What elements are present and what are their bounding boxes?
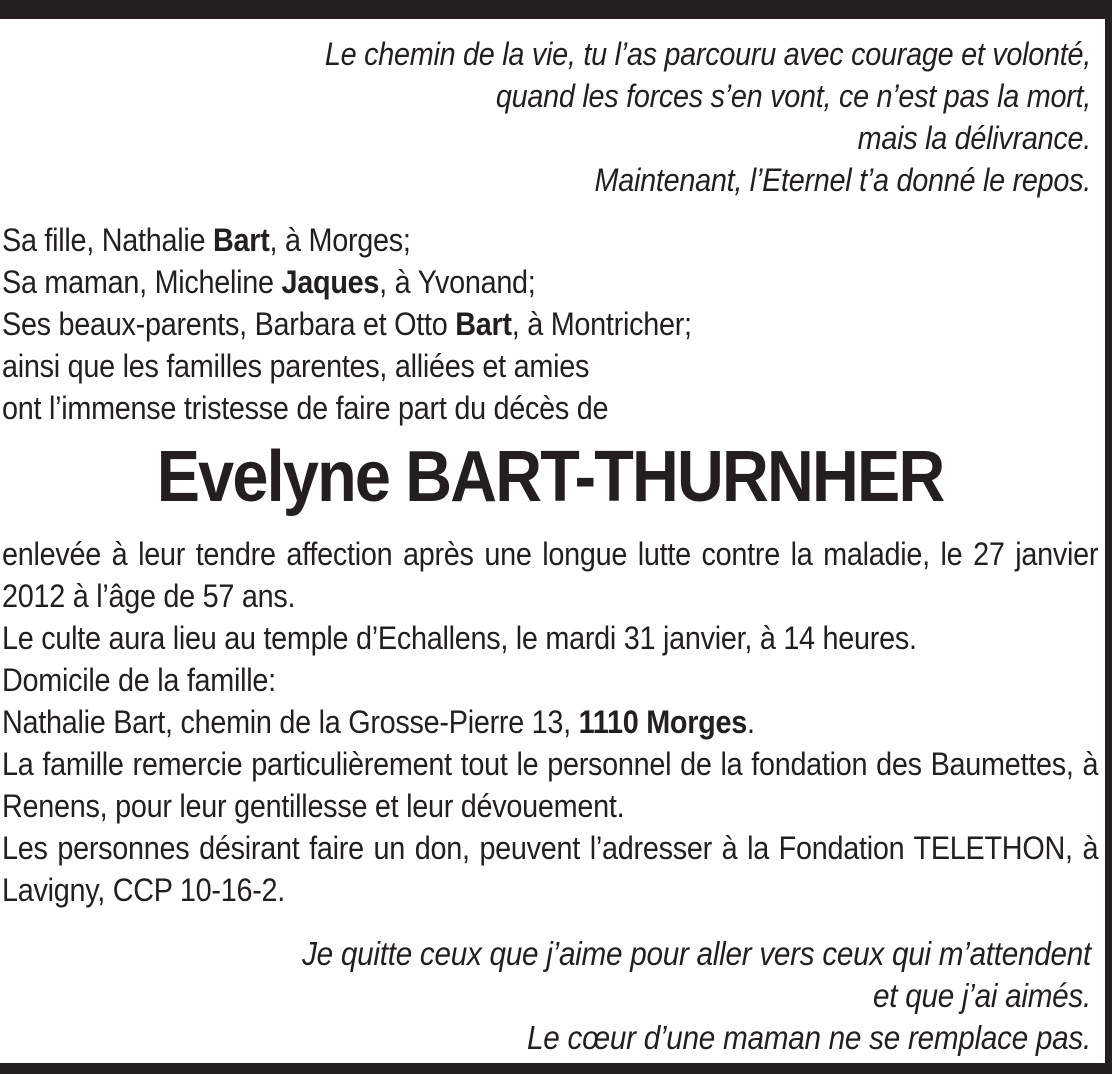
text-line [2, 933, 1091, 975]
text-line [2, 117, 1091, 159]
notice-content [2, 19, 1098, 1059]
text-line [2, 743, 1098, 827]
text-line [2, 219, 1098, 261]
text-segment: Nathalie Bart, chemin de la Grosse-Pierre 13, [2, 704, 579, 740]
text-segment: Le culte aura lieu au temple d’Echallens, le mardi 31 janvier, à 14 heures. [2, 620, 917, 656]
text-segment: Sa maman, Micheline [2, 264, 282, 300]
text-segment: , à Morges; [269, 222, 411, 258]
closing-quote [2, 933, 1098, 1059]
text-line [2, 345, 1098, 387]
text-segment: ont l’immense tristesse de faire part du décès de [2, 390, 609, 426]
bold-text-segment: Bart [455, 306, 512, 342]
text-line [2, 387, 1098, 429]
top-border-bar [0, 0, 1112, 19]
family-list [2, 219, 1098, 429]
text-segment: ainsi que les familles parentes, alliées et amies [2, 348, 590, 384]
text-line [2, 261, 1098, 303]
deceased-name: Evelyne BART-THURNHER [156, 437, 944, 517]
text-line [2, 617, 1098, 659]
text-segment: Domicile de la famille: [2, 662, 276, 698]
text-segment: Maintenant, l’Eternel t’a donné le repos. [594, 162, 1091, 198]
text-line [2, 827, 1098, 911]
announcement-body [2, 533, 1098, 911]
text-segment: enlevée à leur tendre affection après une longue lutte contre la maladie, le 27 janvier 2012 à l’âge de 57 ans. [2, 536, 1099, 614]
text-line [2, 533, 1098, 617]
text-segment: Ses beaux-parents, Barbara et Otto [2, 306, 456, 342]
text-segment: La famille remercie particulièrement tout le personnel de la fondation des Baumettes, à Renens, pour leur gentillesse et leur dévouement. [2, 746, 1099, 824]
text-segment: , à Yvonand; [379, 264, 536, 300]
text-segment: quand les forces s’en vont, ce n’est pas la mort, [495, 78, 1092, 114]
right-border-bar [1105, 0, 1112, 1074]
text-segment: Les personnes désirant faire un don, peuvent l’adresser à la Fondation TELETHON, à Lavigny, CCP 10-16-2. [2, 830, 1099, 908]
bold-text-segment: 1110 Morges [578, 704, 747, 740]
text-line [2, 303, 1098, 345]
text-line [2, 159, 1091, 201]
text-segment: Le cœur d’une maman ne se remplace pas. [527, 1019, 1091, 1056]
bold-text-segment: Jaques [281, 264, 380, 300]
opening-quote [2, 33, 1098, 201]
text-segment: . [746, 704, 755, 740]
text-segment: , à Montricher; [511, 306, 692, 342]
text-segment: et que j’ai aimés. [872, 977, 1091, 1014]
bottom-border-bar [0, 1063, 1112, 1074]
text-line [2, 701, 1098, 743]
text-line [2, 33, 1091, 75]
bold-text-segment: Bart [212, 222, 270, 258]
text-line [2, 975, 1091, 1017]
text-segment: Sa fille, Nathalie [2, 222, 213, 258]
text-segment: mais la délivrance. [857, 120, 1091, 156]
text-line [2, 75, 1091, 117]
text-line [2, 659, 1098, 701]
text-segment: Le chemin de la vie, tu l’as parcouru avec courage et volonté, [324, 36, 1091, 72]
text-segment: Je quitte ceux que j’aime pour aller vers ceux qui m’attendent [302, 935, 1091, 972]
text-line [2, 1017, 1091, 1059]
